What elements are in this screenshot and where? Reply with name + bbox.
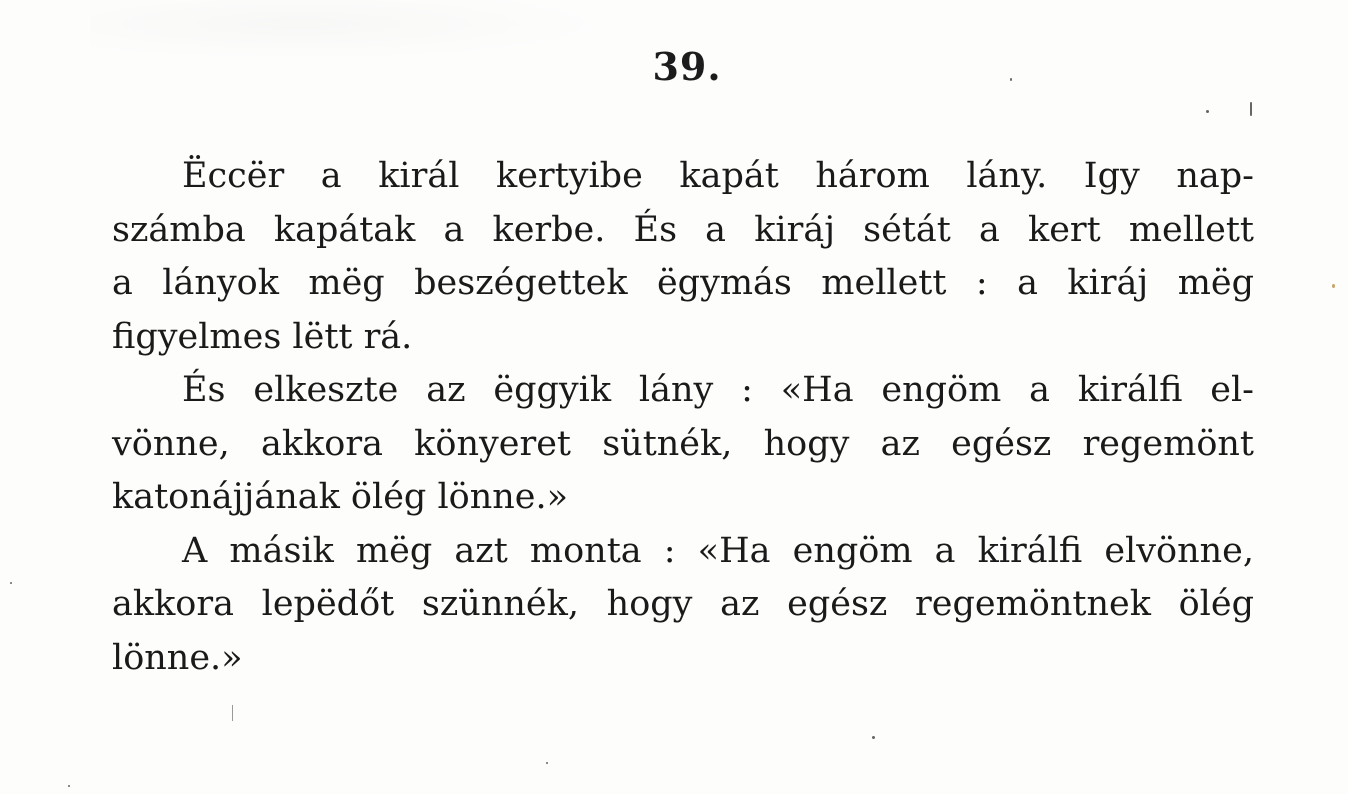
paragraph-3-line-1: A másik mëg azt monta : «Ha engöm a királfi elvönne, xyxy=(182,530,1254,571)
paper-speck xyxy=(1332,284,1335,288)
paper-speck xyxy=(1206,110,1209,113)
paragraph-3-line-3: lönne.» xyxy=(112,637,243,678)
paper-speck xyxy=(232,705,233,721)
paragraph-3-line-2: akkora lepëdőt szünnék, hogy az egész regemöntnek ölég xyxy=(112,584,1254,624)
paragraph-1-line-4: figyelmes lëtt rá. xyxy=(112,316,413,357)
paper-speck xyxy=(10,582,12,584)
paragraph-2-line-1: És elkeszte az ëggyik lány : «Ha engöm a királfi el- xyxy=(182,370,1254,410)
paragraph-1-line-3: a lányok mëg beszégettek ëgymás mellett : a kiráj mëg xyxy=(112,263,1254,303)
paper-speck xyxy=(1010,78,1012,81)
paragraph-2-line-2: vönne, akkora könyeret sütnék, hogy az egész regemönt xyxy=(112,423,1254,464)
paragraph-2-line-3: katonájjának ölég lönne.» xyxy=(112,477,569,517)
story-text xyxy=(112,150,1254,685)
paragraph-1-line-2: számba kapátak a kerbe. És a kiráj sétát a kert mellett xyxy=(112,209,1254,250)
paper-speck xyxy=(68,785,70,787)
paper-speck xyxy=(872,736,875,739)
paper-speck xyxy=(1250,102,1252,116)
paragraph-1-line-1: Ëccër a királ kertyibe kapát három lány. Igy nap- xyxy=(182,156,1254,196)
page-number: 39. xyxy=(652,44,722,89)
paper-speck xyxy=(546,762,548,764)
